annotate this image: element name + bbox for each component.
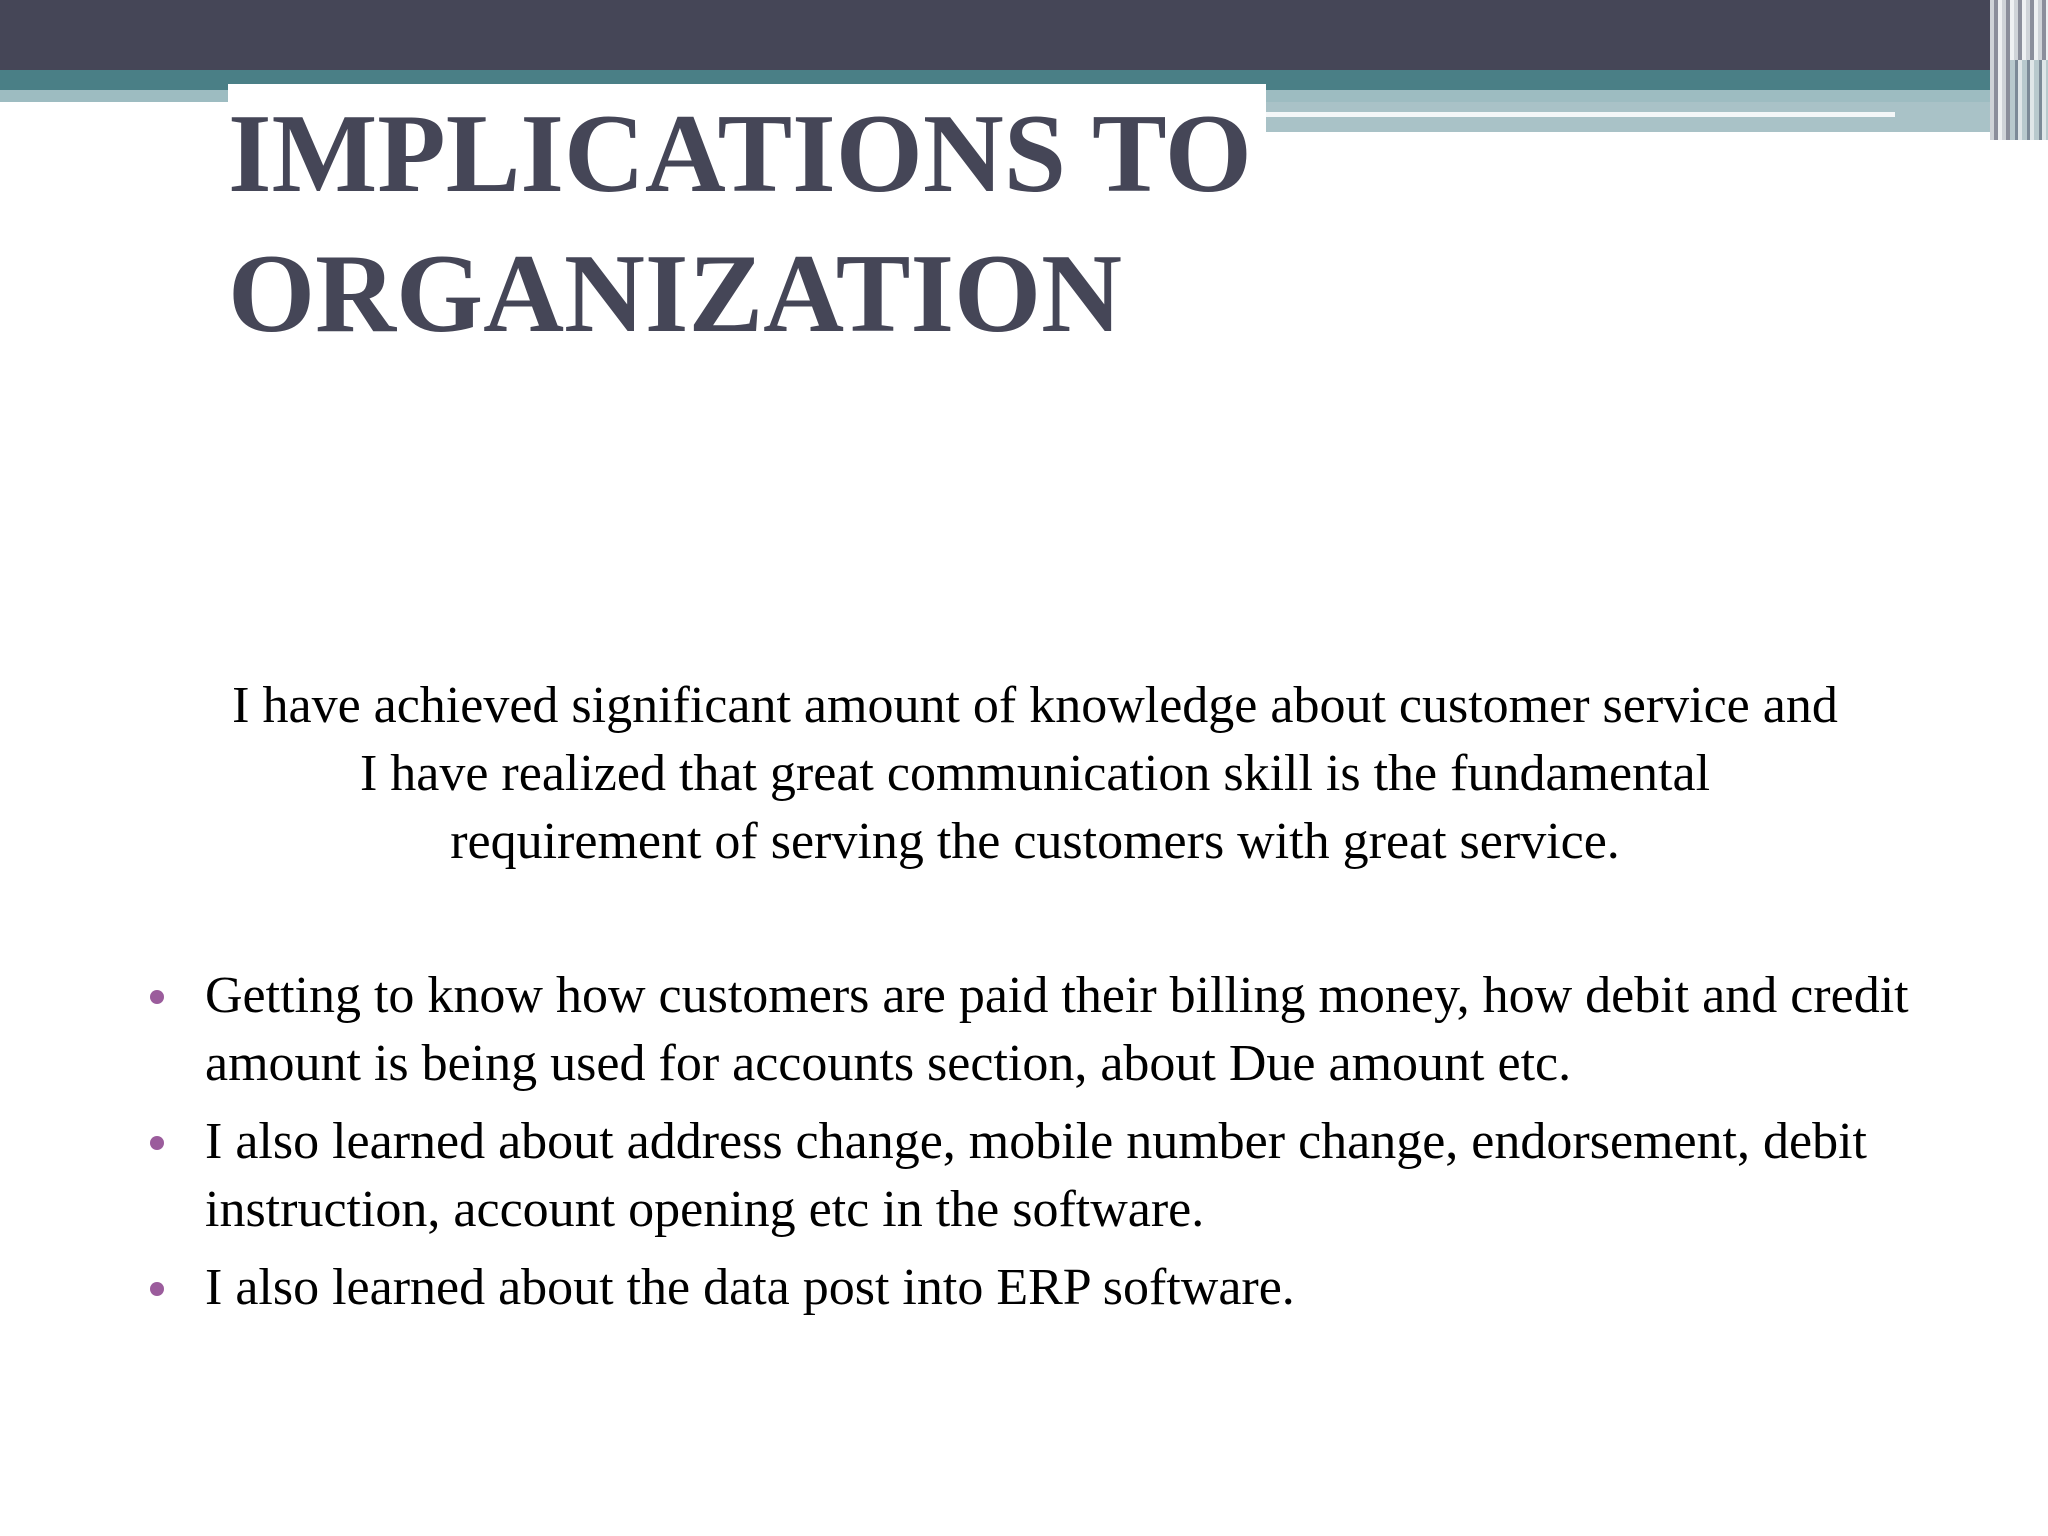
intro-paragraph [140, 672, 1930, 876]
bullet-dot-icon [150, 1136, 164, 1150]
header-highlight-line [1250, 112, 1895, 117]
header-white-block [1650, 132, 1990, 140]
slide-title-line-2: ORGANIZATION [228, 224, 1136, 364]
slide-title-line-1: IMPLICATIONS TO [228, 84, 1266, 224]
bullet-item-address-change [145, 1108, 1945, 1244]
intro-line-2: I have realized that great communication skill is the fundamental [359, 745, 1711, 802]
bullet-text: Getting to know how customers are paid their billing money, how debit and credit amount is being used for accounts section, about Due amount etc. [205, 967, 1909, 1092]
bullet-item-billing [145, 962, 1945, 1098]
slide-title [228, 84, 1266, 364]
bullet-dot-icon [150, 990, 164, 1004]
header-edge-strip-lower [2010, 60, 2048, 140]
bullet-item-erp [145, 1254, 1945, 1322]
bullet-text: I also learned about address change, mobile number change, endorsement, debit instruction, account opening etc in the software. [205, 1113, 1867, 1238]
intro-line-1: I have achieved significant amount of knowledge about customer service and [232, 677, 1838, 734]
intro-line-3: requirement of serving the customers with great service. [450, 813, 1620, 870]
header-steel-bar [1210, 102, 1990, 132]
header-dark-bar [0, 0, 1990, 70]
bullet-list [145, 962, 1945, 1332]
bullet-text: I also learned about the data post into ERP software. [205, 1259, 1295, 1316]
bullet-dot-icon [150, 1282, 164, 1296]
